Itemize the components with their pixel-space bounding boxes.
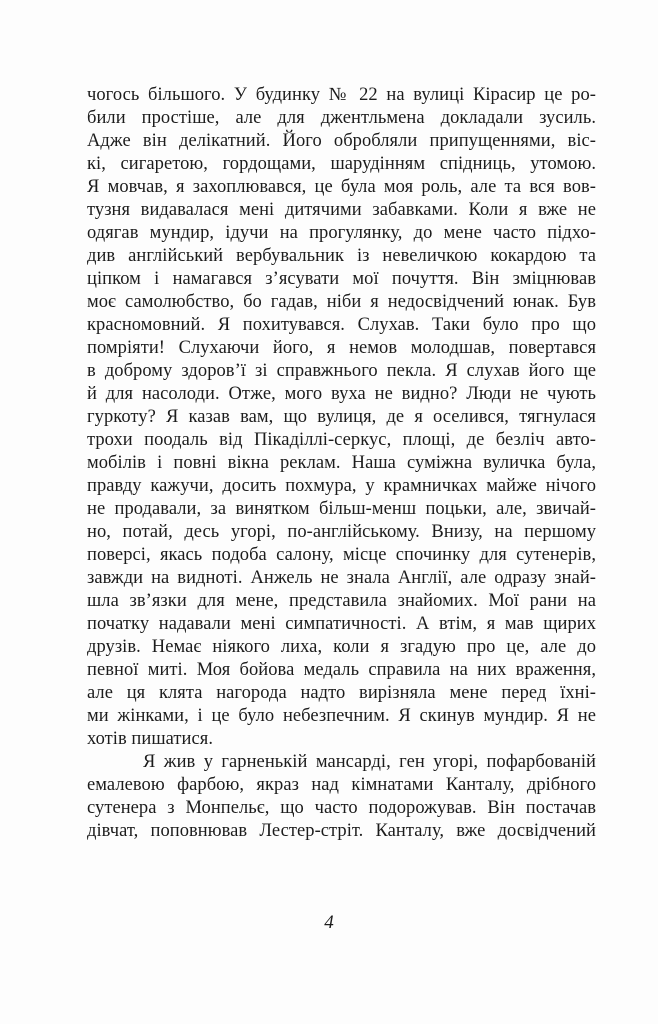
text-line: поверсі, якась подоба салону, місце спочинку для сутенерів, xyxy=(87,545,596,565)
text-line: Я мовчав, я захоплювався, це була моя роль, але та вся вов- xyxy=(87,177,596,197)
text-line: дівчат, поповнював Лестер-стріт. Канталу, вже досвідчений xyxy=(87,821,596,841)
text-line: но, потай, десь угорі, по-англійському. Внизу, на першому xyxy=(87,522,596,542)
text-line: ціпком і намагався з’ясувати мої почуття. Він зміцнював xyxy=(87,269,596,289)
text-line: чогось більшого. У будинку № 22 на вулиці Кірасир це ро- xyxy=(87,85,596,105)
text-line: правду кажучи, досить похмура, у крамничках майже нічого xyxy=(87,476,596,496)
text-line: шла зв’язки для мене, представила знайомих. Мої рани на xyxy=(87,591,596,611)
text-line: били простіше, але для джентльмена докладали зусиль. xyxy=(87,108,596,128)
text-line: хотів пишатися. xyxy=(87,729,213,749)
text-line: певної миті. Моя бойова медаль справила на них враження, xyxy=(87,660,596,680)
text-line: одягав мундир, ідучи на прогулянку, до мене часто підхо- xyxy=(87,223,596,243)
text-line: сутенера з Монпельє, що часто подорожував. Він постачав xyxy=(87,798,596,818)
text-line: мобілів і повні вікна реклам. Наша суміжна вуличка була, xyxy=(87,453,596,473)
page-number: 4 xyxy=(324,912,334,933)
text-line: емалевою фарбою, якраз над кімнатами Канталу, дрібного xyxy=(87,775,596,795)
text-line: трохи поодаль від Пікаділлі-серкус, площі, де безліч авто- xyxy=(87,430,596,450)
text-line: початку надавали мені симпатичності. А втім, я мав щирих xyxy=(87,614,596,634)
text-line: помріяти! Слухаючи його, я немов молодшав, повертався xyxy=(87,338,596,358)
text-line: див англійський вербувальник із невеличкою кокардою та xyxy=(87,246,596,266)
text-line: Я жив у гарненькій мансарді, ген угорі, пофарбованій xyxy=(143,752,596,772)
text-line: не продавали, за винятком більш-менш поцьки, але, звичай- xyxy=(87,499,596,519)
text-line: тузня видавалася мені дитячими забавками. Коли я вже не xyxy=(87,200,596,220)
text-line: в доброму здоров’ї зі справжнього пекла. Я слухав його ще xyxy=(87,361,596,381)
text-line: моє самолюбство, бо гадав, ніби я недосвідчений юнак. Був xyxy=(87,292,596,312)
text-line: Адже він делікатний. Його обробляли припущеннями, віс- xyxy=(87,131,596,151)
text-line: гуркоту? Я казав вам, що вулиця, де я оселився, тягнулася xyxy=(87,407,596,427)
text-line: кі, сигаретою, гордощами, шарудінням спідниць, утомою. xyxy=(87,154,596,174)
text-line: друзів. Немає ніякого лиха, коли я згадую про це, але до xyxy=(87,637,596,657)
text-line: але ця клята нагорода надто вирізняла мене перед їхні- xyxy=(87,683,596,703)
text-line: завжди на видноті. Анжель не знала Англії, але одразу знай- xyxy=(87,568,596,588)
text-line: й для насолоди. Отже, мого вуха не видно? Люди не чують xyxy=(87,384,596,404)
text-line: ми жінками, і це було небезпечним. Я скинув мундир. Я не xyxy=(87,706,596,726)
text-line: красномовний. Я похитувався. Слухав. Таки було про що xyxy=(87,315,596,335)
